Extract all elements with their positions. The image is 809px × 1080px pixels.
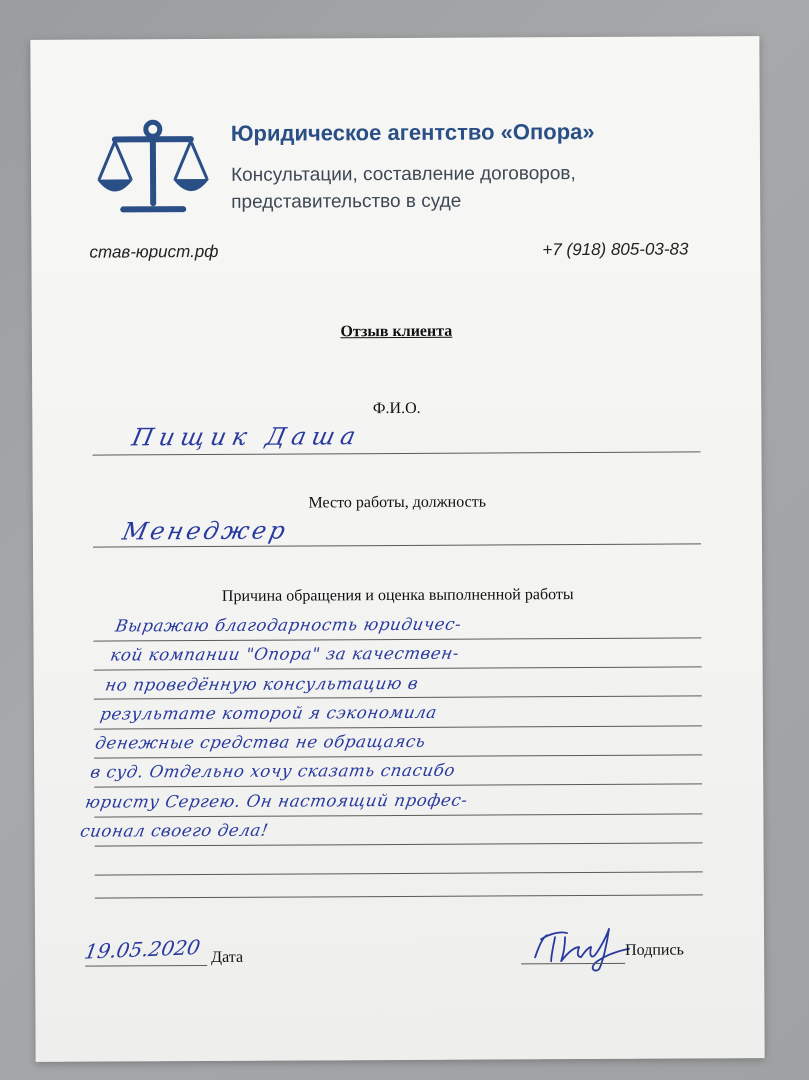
review-form-sheet	[30, 36, 764, 1062]
handwritten-signature	[525, 917, 635, 974]
date-handwritten: 19.05.2020	[82, 935, 203, 964]
review-text-line: результате которой я сэкономила	[98, 702, 439, 724]
name-label: Ф.И.О.	[372, 399, 421, 418]
website-link[interactable]: став-юрист.рф	[89, 241, 219, 262]
review-line	[95, 871, 703, 875]
position-handwritten: Менеджер	[120, 516, 291, 546]
review-handwritten	[78, 608, 728, 846]
reason-label: Причина обращения и оценка выполненной работы	[221, 586, 574, 605]
review-text-line: сионал своего дела!	[78, 820, 270, 841]
signature-label: Подпись	[625, 941, 684, 959]
date-line	[85, 965, 207, 967]
form-title: Отзыв клиента	[340, 322, 453, 341]
review-text-line: но проведённую консультацию в	[103, 673, 420, 695]
name-line	[93, 451, 701, 455]
review-text-line: в суд. Отдельно хочу сказать спасибо	[88, 761, 457, 783]
review-text-line: Выражаю благодарность юридичес-	[113, 614, 464, 636]
name-handwritten: Пищик Даша	[129, 422, 365, 452]
review-text-line: юристу Сергею. Он настоящий профес-	[83, 790, 470, 812]
agency-name: Юридическое агентство «Опора»	[230, 118, 595, 146]
position-label: Место работы, должность	[308, 493, 487, 512]
review-text-line: денежные средства не обращаясь	[93, 732, 428, 753]
review-line	[95, 894, 703, 898]
date-label: Дата	[211, 948, 244, 966]
scales-of-justice-icon	[93, 117, 214, 218]
review-text-line: кой компании "Опора" за качествен-	[108, 643, 461, 665]
agency-tagline: Консультации, составление договоров, представительство в суде	[230, 163, 576, 213]
phone-number[interactable]: +7 (918) 805-03-83	[542, 239, 689, 260]
